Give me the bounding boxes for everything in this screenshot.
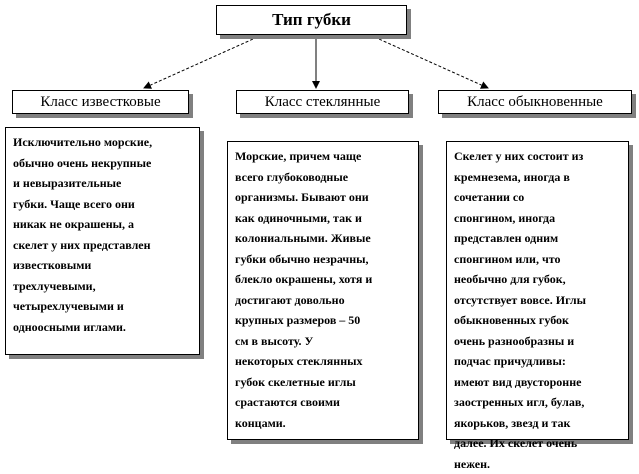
description-line: подчас причудливы:	[454, 351, 622, 372]
description-line: спонгином, иногда	[454, 208, 622, 229]
description-line: и невыразительные	[13, 173, 193, 194]
class-common-label: Класс обыкновенные	[467, 94, 603, 111]
description-line: Исключительно морские,	[13, 132, 193, 153]
class-glass-label: Класс стеклянные	[265, 94, 381, 111]
description-line: некоторых стеклянных	[235, 351, 412, 372]
description-line: скелет у них представлен	[13, 235, 193, 256]
description-line: губок скелетные иглы	[235, 372, 412, 393]
description-line: всего глубоководные	[235, 167, 412, 188]
class-common-description	[446, 141, 629, 440]
description-line: заостренных игл, булав,	[454, 392, 622, 413]
description-line: как одиночными, так и	[235, 208, 412, 229]
description-line: отсутствует вовсе. Иглы	[454, 290, 622, 311]
description-line: достигают довольно	[235, 290, 412, 311]
description-line: никак не окрашены, а	[13, 214, 193, 235]
description-line: кремнезема, иногда в	[454, 167, 622, 188]
class-common-header	[438, 90, 632, 114]
description-line: обычно очень некрупные	[13, 153, 193, 174]
class-calcareous-description	[5, 127, 200, 355]
description-line: спонгином или, что	[454, 249, 622, 270]
description-line: концами.	[235, 413, 412, 434]
description-line: колониальными. Живые	[235, 228, 412, 249]
arrow-to-class-common	[370, 35, 488, 88]
description-line: губки обычно незрачны,	[235, 249, 412, 270]
description-line: далее. Их скелет очень	[454, 433, 622, 454]
description-line: см в высоту. У	[235, 331, 412, 352]
description-line: сочетании со	[454, 187, 622, 208]
description-line: одноосными иглами.	[13, 317, 193, 338]
description-line: срастаются своими	[235, 392, 412, 413]
class-glass-header	[236, 90, 409, 114]
class-calcareous-label: Класс известковые	[40, 94, 160, 111]
arrow-to-class-calcareous	[144, 35, 262, 88]
description-line: имеют вид двусторонне	[454, 372, 622, 393]
description-line: обыкновенных губок	[454, 310, 622, 331]
description-line: четырехлучевыми и	[13, 296, 193, 317]
description-line: губки. Чаще всего они	[13, 194, 193, 215]
description-line: крупных размеров – 50	[235, 310, 412, 331]
root-label: Тип губки	[272, 10, 351, 30]
description-line: организмы. Бывают они	[235, 187, 412, 208]
description-line: блекло окрашены, хотя и	[235, 269, 412, 290]
description-line: очень разнообразны и	[454, 331, 622, 352]
description-line: известковыми	[13, 255, 193, 276]
description-line: трехлучевыми,	[13, 276, 193, 297]
sponge-type-root	[216, 5, 407, 35]
description-line: Морские, причем чаще	[235, 146, 412, 167]
class-glass-description	[227, 141, 419, 440]
description-line: необычно для губок,	[454, 269, 622, 290]
class-calcareous-header	[12, 90, 189, 114]
description-line: представлен одним	[454, 228, 622, 249]
description-line: Скелет у них состоит из	[454, 146, 622, 167]
description-line: якорьков, звезд и так	[454, 413, 622, 434]
description-line: нежен.	[454, 454, 622, 474]
